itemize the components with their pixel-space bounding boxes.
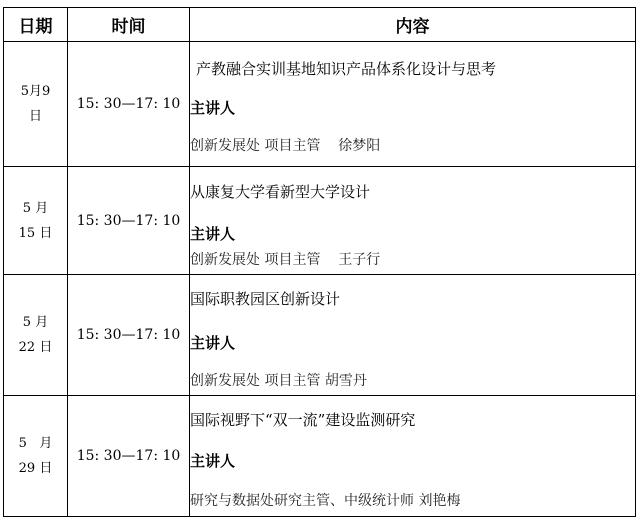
header-row (4, 8, 636, 42)
speaker-info: 创新发展处 项目主管 胡雪丹 (190, 373, 367, 389)
table-row (4, 396, 636, 517)
date-line: 15 日 (18, 225, 53, 241)
topic-title: 产教融合实训基地知识产品体系化设计与思考 (196, 60, 497, 78)
date-line: 日 (28, 109, 42, 124)
date-line: 29 日 (18, 461, 53, 476)
time-cell: 15: 30—17: 10 (68, 275, 190, 396)
schedule-table (3, 7, 636, 517)
topic-title: 国际职教园区创新设计 (190, 290, 341, 308)
topic-title: 国际视野下“双一流”建设监测研究 (190, 411, 416, 429)
time-cell: 15: 30—17: 10 (68, 396, 190, 517)
content-cell (190, 396, 636, 517)
speaker-info: 研究与数据处研究主管、中级统计师 刘艳梅 (190, 493, 461, 509)
speaker-label: 主讲人 (190, 99, 236, 117)
date-cell (4, 396, 68, 517)
speaker-label: 主讲人 (190, 225, 236, 243)
table-row (4, 167, 636, 275)
date-cell (4, 275, 68, 396)
table-row (4, 42, 636, 167)
content-cell (190, 167, 636, 275)
date-line: 5 月 (18, 436, 53, 451)
date-line: 22 日 (18, 340, 53, 355)
content-cell (190, 42, 636, 167)
speaker-info: 创新发展处 项目主管 徐梦阳 (190, 138, 381, 154)
header-content: 内容 (190, 8, 636, 42)
time-cell: 15: 30—17: 10 (68, 167, 190, 275)
content-cell (190, 275, 636, 396)
date-line: 5 月 (22, 315, 49, 330)
date-cell (4, 42, 68, 167)
date-line: 5月9 (20, 84, 51, 99)
date-cell (4, 167, 68, 275)
speaker-label: 主讲人 (190, 452, 236, 470)
topic-title: 从康复大学看新型大学设计 (190, 183, 371, 201)
speaker-info: 创新发展处 项目主管 王子行 (190, 252, 381, 268)
date-line: 5 月 (22, 200, 49, 216)
speaker-label: 主讲人 (190, 334, 236, 352)
table-row (4, 275, 636, 396)
time-cell: 15: 30—17: 10 (68, 42, 190, 167)
header-date: 日期 (4, 8, 68, 42)
header-time: 时间 (68, 8, 190, 42)
